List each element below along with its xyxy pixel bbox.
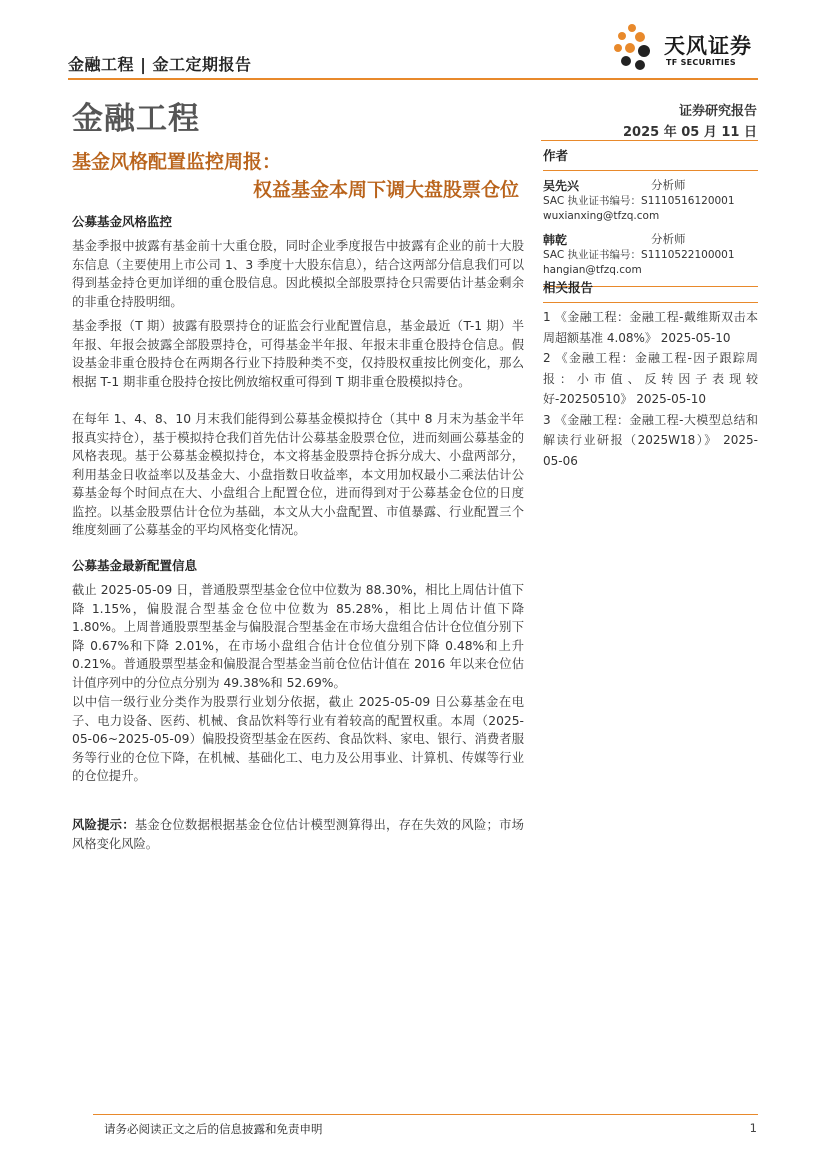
related-report-item[interactable]: 2 《金融工程：金融工程-因子跟踪周报：小市值、反转因子表现较好-20250510》 2025-05-10 xyxy=(543,351,758,406)
author-sac: SAC 执业证书编号：S1110522100001 xyxy=(543,249,735,261)
author-email[interactable]: hangian@tfzq.com xyxy=(543,264,642,276)
author-role: 分析师 xyxy=(651,178,686,192)
related-report-item[interactable]: 1 《金融工程：金融工程-戴维斯双击本周超额基准 4.08%》 2025-05-10 xyxy=(543,310,758,345)
related-divider xyxy=(543,302,758,303)
risk-warning xyxy=(72,816,524,853)
footer-disclaimer: 请务必阅读正文之后的信息披露和免责申明 xyxy=(104,1122,323,1136)
section-body xyxy=(72,317,524,391)
author-card xyxy=(543,177,758,224)
headline-line-2: 权益基金本周下调大盘股票仓位 xyxy=(252,179,519,201)
related-title: 相关报告 xyxy=(543,280,594,295)
section-body xyxy=(72,581,524,692)
authors-divider xyxy=(543,170,758,171)
paragraph: 基金季报（T 期）披露有股票持仓的证监会行业配置信息，基金最近（T-1 期）半年报、年报会披露全部股票持仓，可得基金半年报、年报末非重仓股持仓信息。假设基金非重仓股持仓在两期各行业下持股种类不变，仅持股权重按比例变化，那么根据 T-1 期非重仓股持仓按比例放缩权重可得到 T 期非重仓股模拟持仓。 xyxy=(72,319,524,389)
section-title: 公募基金风格监控 xyxy=(72,214,173,229)
author-card xyxy=(543,231,758,278)
authors-section xyxy=(543,146,758,287)
risk-text: 基金仓位数据根据基金仓位估计模型测算得出，存在失效的风险；市场风格变化风险。 xyxy=(72,818,524,851)
paragraph: 截止 2025-05-09 日，普通股票型基金仓位中位数为 88.30%，相比上周估计值下降 1.15%，偏股混合型基金仓位中位数为 85.28%，相比上周估计值下降 1.80%。上周普通股票型基金与偏股混合型基金在市场大盘组合估计仓位值分别下降 0.67%和下降 2.01%，在市场小盘组合估计仓位值分别下降 0.48%和上升 0.21%。普通股票型基金和偏股混合型基金当前仓位估计值在 2016 年以来仓位估计值序列中的分位点分别为 49.38%和 52.69%。 xyxy=(72,583,524,690)
logo-text-en: TF SECURITIES xyxy=(666,58,736,67)
section-body xyxy=(72,237,524,311)
risk-label: 风险提示： xyxy=(72,818,135,832)
logo-text-cn: 天风证券 xyxy=(664,34,752,58)
paragraph: 以中信一级行业分类作为股票行业划分依据，截止 2025-05-09 日公募基金在电子、电力设备、医药、机械、食品饮料等行业有着较高的配置权重。本周（2025-05-06~2025-05-09）偏股投资型基金在医药、食品饮料、家电、银行、消费者服务等行业的仓位下降，在机械、基础化工、电力及公用事业、计算机、传媒等行业的仓位提升。 xyxy=(72,695,524,783)
headline-line-1: 基金风格配置监控周报： xyxy=(72,151,282,173)
section-body xyxy=(72,410,524,540)
author-role: 分析师 xyxy=(651,232,686,246)
paragraph: 基金季报中披露有基金前十大重仓股，同时企业季度报告中披露有企业的前十大股东信息（主要使用上市公司 1、3 季度十大股东信息），结合这两部分信息我们可以得到基金持仓更加详细的重仓股信息。因此模拟全部股票持仓只需要估计基金剩余的非重仓持股明细。 xyxy=(72,239,524,309)
section-body xyxy=(72,693,524,786)
author-name: 吴先兴 xyxy=(543,179,580,193)
footer-divider xyxy=(93,1114,758,1115)
paragraph: 在每年 1、4、8、10 月末我们能得到公募基金模拟持仓（其中 8 月末为基金半年报真实持仓），基于模拟持仓我们首先估计公募基金股票仓位，进而刻画公募基金的风格表现。基于公募基金模拟持仓，本文将基金股票持仓拆分成大、小盘两部分，利用基金日收益率以及基金大、小盘指数日收益率，本文用加权最小二乘法估计公募基金每个时间点在大、小盘组合上配置仓位，进而得到对于公募基金仓位的日度监控。以基金股票估计仓位为基础，本文从大小盘配置、市值暴露、行业配置三个维度刻画了公募基金的平均风格变化情况。 xyxy=(72,412,524,537)
section-title: 公募基金最新配置信息 xyxy=(72,558,198,573)
page-number: 1 xyxy=(749,1121,757,1135)
author-sac: SAC 执业证书编号：S1110516120001 xyxy=(543,195,735,207)
authors-title: 作者 xyxy=(543,148,569,163)
sidebar-top-divider xyxy=(541,140,758,141)
header-divider xyxy=(68,78,758,80)
report-date: 2025 年 05 月 11 日 xyxy=(623,125,757,140)
report-type: 证券研究报告 xyxy=(678,104,757,119)
company-logo xyxy=(610,22,770,72)
report-category: 金融工程 xyxy=(72,101,200,137)
author-email[interactable]: wuxianxing@tfzq.com xyxy=(543,210,660,222)
related-reports-section xyxy=(543,278,758,471)
logo-mark-icon xyxy=(610,22,660,72)
related-report-item[interactable]: 3 《金融工程：金融工程-大模型总结和解读行业研报（2025W18）》 2025-05-06 xyxy=(543,412,758,468)
header-breadcrumb: 金融工程 | 金工定期报告 xyxy=(68,55,252,74)
author-name: 韩乾 xyxy=(543,233,568,247)
